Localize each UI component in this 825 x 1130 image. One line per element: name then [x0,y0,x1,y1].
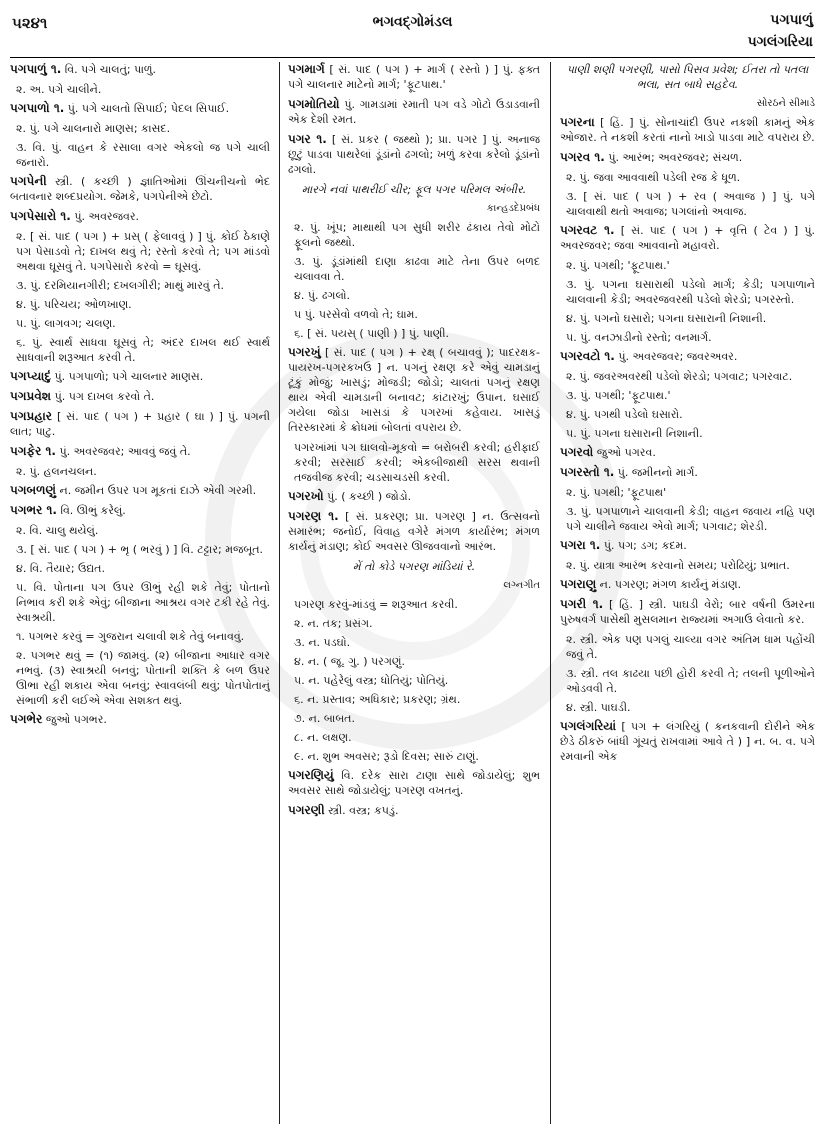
definition-text: સ્ત્રી. વસ્ત્ર; કપડું. [328,804,399,817]
headword: પગરખું [288,345,321,359]
dictionary-entry [288,803,540,818]
definition-text: જુઓ પગરવ. [596,446,656,459]
sub-sense [560,485,815,500]
definition-text: ૨. પું. જવા આવવાથી પડેલી રજ કે ધૂળ. [566,171,741,184]
definition-text: ૨. [ સં. પાદ ( પગ ) + પ્રસ્ ( ફેલાવવું ) ] પું. કોઈ ઠેકાણે પગ પેસાડવો તે; દાખલ થવું તે; રસ્તો કરવો તે; પગ માંડવો અથવા ઘૂસવું તે. પગપેસારો કરવો = ઘૂસવું. [16,230,270,273]
headword: પગપ્રહાર [10,409,53,423]
definition-text: ૨. પું. પગે ચાલનારો માણસ; કાસદ. [16,122,171,135]
dictionary-entry [560,538,815,553]
headword: પગબળણું [10,483,57,497]
definition-text: ૨. પું. ખૂંપ; માથાથી પગ સુધી શરીર ઢંકાય તેવો મોટો ફૂલનો જથ્થો. [294,221,540,249]
definition-text: પગરખાંમાં પગ ઘાલવો-મૂકવો = બરોબરી કરવી; હરીફાઈ કરવી; સરસાઈ કરવી; એકબીજાથી સરસ થવાની તજવીજ કરવી; ચડસાચડસી કરવી. [294,441,540,484]
sub-sense [10,464,270,479]
definition-text: ૫ પું. પરસેવો વળવો તે; ઘામ. [294,308,418,321]
definition-text: [ સં. પ્રકર ( જથ્થો ); પ્રા. પગર ] પું. અનાજ છૂટું પાડવા પાથરેલાં ડૂંડાંનો ઢગલો; ખળું કરવા કરેલો ડૂંડાંનો ઢગલો. [288,133,540,176]
definition-text: ૬. પું. સ્વાર્થ સાધવા ઘૂસવું તે; અંદર દાખલ થઈ સ્વાર્થ સાધવાની શરૂઆત કરવી તે. [16,336,270,364]
headword: પગપ્રવેશ [10,389,52,403]
definition-text: [ સં. પાદ ( પગ ) + માર્ગ ( રસ્તો ) ] પું. ફક્ત પગે ચાલનાર માટેનો માર્ગ; 'ફૂટપાથ.' [288,63,540,91]
sub-sense [288,654,540,669]
headword: પગરવ ૧. [560,150,605,164]
definition-text: ૬. [ સં. પયસ્ ( પાણી ) ] પું. પાણી. [294,327,450,340]
definition-text: ૩. સ્ત્રી. તલ કાઢયા પછી હોરી કરવી તે; તલની પૂળીઓને ઓડવવી તે. [566,667,815,695]
definition-text: ૪. પું. પગનો ઘસારો; પગના ઘસારાની નિશાની. [566,312,767,325]
definition-text: ન. જમીન ઉપર પગ મૂકતાં દાઝે એવી ગરમી. [59,484,257,497]
definition-text: ૪. પું. પગથી પડેલો ઘસારો. [566,408,683,421]
running-title: ભગવદ્ગોમંડલ [372,14,453,30]
sub-sense [560,189,815,219]
definition-text: ૩. પું. ડૂંડાંમાંથી દાણા કાઢવા માટે તેના ઉપર બળદ ચલાવવા તે. [294,255,540,283]
headword: પગમોતિયો [288,97,340,111]
definition-text: પું. ( કચ્છી ) જોડો. [327,490,412,503]
definition-text: ૪. ન. ( જૂ. ગુ. ) પરગણું. [294,655,405,668]
dictionary-entry [10,62,270,77]
headword: પગભર ૧. [10,503,57,517]
sub-sense [560,258,815,273]
guide-word-last: પગલંગરિયા [747,34,813,50]
definition-text: પું. પગ; ડગ; કદમ. [603,539,687,552]
header-rule [10,57,815,58]
headword: પગમાર્ગ [288,62,325,76]
sub-sense [288,749,540,764]
definition-text: ૨. પું. પગથી; 'ફૂટપાથ' [566,486,667,499]
definition-text: ૨. ન. તક; પ્રસંગ. [294,617,373,630]
sub-sense [560,558,815,573]
headword: પગપ્યાદું [10,369,52,383]
dictionary-entry [560,115,815,145]
sub-sense [10,297,270,312]
definition-text: ૨. પું. હલનચલન. [16,465,97,478]
dictionary-entry [10,369,270,384]
definition-text: ૩. પું. પગપાળાને ચાલવાની કેડી; વાહન જવાય નહિ પણ પગે ચાલીને જવાય એવો માર્ગ; પગવાટ; શેરડી. [566,505,815,533]
sub-sense [10,629,270,644]
definition-text: ૫. પું. પગના ઘસારાની નિશાની. [566,427,703,440]
sub-sense [288,635,540,650]
definition-text: ૬. ન. પ્રસ્તાવ; અધિકાર; પ્રકરણ; ગ્રંથ. [294,693,461,706]
dictionary-entry [10,712,270,727]
dictionary-entry [288,509,540,554]
definition-text: ૫. પું. વનઝાડીનો રસ્તો; વનમાર્ગ. [566,331,712,344]
dictionary-entry [560,349,815,364]
headword: પગફેર ૧. [10,444,56,458]
definition-text: [ સં. પાદ ( પગ ) + વૃત્તિ ( ટેવ ) ] પું. અવરજવર; જવા આવવાનો મહાવરો. [560,224,815,252]
headword: પગરવટો ૧. [560,349,615,363]
dictionary-entry [560,597,815,627]
sub-sense [288,220,540,250]
definition-text: ૩. વિ. પું. વાહન કે રસાલા વગર એકલો જ પગે ચાલી જનારો. [16,141,270,169]
sub-sense [288,711,540,726]
definition-text: પું. અવરજવર; જવરઅવર. [618,350,738,363]
sub-sense [560,504,815,534]
definition-text: પું. આરંભ; અવરજવર; સંચળ. [608,151,743,164]
citation-source: લગ્નગીત [503,580,540,591]
column-separator [279,62,280,1124]
sub-sense [10,542,270,557]
dictionary-entry [10,409,270,439]
headword: પગરણિયું [288,768,334,782]
definition-text: ૨. અ. પગે ચાલીને. [16,83,102,96]
sub-sense [288,730,540,745]
definition-text: ૨. પું. પગથી; 'ફૂટપાથ.' [566,259,670,272]
definition-text: પું. અવરજવર. [74,210,140,223]
sub-sense [560,632,815,662]
definition-text: ૪. વિ. તૈયાર; ઉદ્યત. [16,562,105,575]
definition-text: [ સં. પાદ ( પગ ) + પ્રહાર ( ઘા ) ] પું. પગની લાત; પાટુ. [10,410,270,438]
definition-text: પું. પગપાળો; પગે ચાલનાર માણસ. [54,370,204,383]
definition-text: ૩. [ સં. પાદ ( પગ ) + રવ ( અવાજ ) ] પું. પગે ચાલવાથી થતો અવાજ; પગલાંનો અવાજ. [566,190,815,218]
sub-sense [560,369,815,384]
sub-sense [10,335,270,365]
headword: પગપાળો ૧. [10,101,65,115]
definition-text: ૭. ન. બાબત. [294,712,355,725]
dictionary-entry [560,445,815,460]
dictionary-entry [10,101,270,116]
sub-sense [288,307,540,322]
guide-word-first: પગપાળું [770,12,813,28]
headword: પગપેસારો ૧. [10,209,71,223]
dictionary-entry [10,209,270,224]
sub-sense [560,388,815,403]
sub-sense [560,170,815,185]
dictionary-entry [288,97,540,127]
definition-text: ૩. પું. પગથી; 'ફૂટપાથ.' [566,389,671,402]
page-header [0,0,825,56]
definition-text: ૪. પું. પરિચય; ઓળખાણ. [16,298,132,311]
definition-text: ૮. ન. લક્ષણ. [294,731,352,744]
sub-sense [560,407,815,422]
definition-text: ૩. પું. પગના ઘસારાથી પડેલો માર્ગ; કેડી; પગપાળાને ચાલવાની કેડી; અવરજવરથી પડેલો શેરડો; પગરસ્તો. [566,278,815,306]
dictionary-entry [560,150,815,165]
dictionary-entry [288,768,540,798]
definition-text: [ હિં. ] પું. સોનાચાંદી ઉપર નકશી કામનું એક ઓજાર. તે નકશી કરતાં નાનો ખાડો પાડવા માટે વપરાય છે. [560,116,815,144]
headword: પગરણી [288,803,325,817]
sub-sense [10,121,270,136]
sub-sense [288,326,540,341]
definition-text: [ સં. પ્રકરણ; પ્રા. પગરણ ] ન. ઉત્સવનો સમારંભ; જનોઈ, વિવાહ વગેરે મંગળ કાર્યારંભ; મંગળ કાર્યનું મંડાણ; કોઈ અવસર ઊજવવાનો આરંભ. [288,510,540,553]
definition-text: પું. જમીનનો માર્ગ. [617,466,698,479]
definition-text: પું. અવરજવર; આવવું જવું તે. [59,445,191,458]
headword: પગરા ૧. [560,538,601,552]
sub-sense [10,316,270,331]
definition-text: પું. ગામડામાં રમાતી પગ વડે ગોટો ઉડાડવાની એક દેશી રમત. [288,98,540,126]
headword: પગરના [560,115,595,129]
sub-sense [288,254,540,284]
quotation: પાણી શણી પગરણી, પાસો પિસવ પ્રવેશ; ઈતરા તો પતલા ભલા, સત બાધે સહદેવ. [566,63,809,91]
column-2 [288,62,540,1124]
sub-sense [560,700,815,715]
definition-text: સ્ત્રી. ( કચ્છી ) જ્ઞાતિઓમાં ઊંચનીચનો ભેદ બતાવનાર શબ્દપ્રયોગ. જેમકે, પગપેનીએ છેટો. [10,175,270,203]
definition-text: પું. પગે ચાલતો સિપાઈ; પેદલ સિપાઈ. [67,102,230,115]
page-number: ૫૨૪૧ [12,14,48,32]
headword: પગપાળું ૧. [10,62,62,76]
sub-sense [288,692,540,707]
definition-text: પું. પગ દાખલ કરવો તે. [54,390,155,403]
sub-sense [10,648,270,708]
sub-sense [288,616,540,631]
definition-text: ૪. સ્ત્રી. પાઘડી. [566,701,631,714]
sub-sense [560,311,815,326]
headword: પગરી ૧. [560,597,604,611]
definition-text: ૨. સ્ત્રી. એક પણ પગલું ચાલ્યા વગર અંતિમ ધામ પહોંચી જવું તે. [566,633,815,661]
definition-text: ૩. ન. પડઘો. [294,636,351,649]
sub-sense [10,229,270,274]
dictionary-entry [10,389,270,404]
definition-text: ૪. પું. ઢગલો. [294,289,351,302]
sub-sense [10,580,270,625]
definition-text: ૩. [ સં. પાદ ( પગ ) + ભૃ ( ભરવું ) ] વિ. ટટ્ટાર; મજબૂત. [16,543,264,556]
dictionary-entry [288,345,540,435]
headword: પગરાણુ [560,577,597,591]
headword: પગરખો [288,489,324,503]
definition-text: ૫. વિ. પોતાના પગ ઉપર ઊભું રહી શકે તેવું; પોતાનો નિભાવ કરી શકે એવું; બીજાના આશ્રય વગર ટકી રહે તેવું. સ્વાશ્રયી. [16,581,270,624]
definition-text: [ પગ + લંગરિયું ( કનકવાની દોરીને એક છેડે ઠીકરું બાંધી ગૂંચતું રાખવામાં આવે તે ) ] ન. બ. વ. પગે રમવાની એક [560,720,815,763]
definition-text: વિ. ઊભું કરેલું. [60,504,126,517]
definition-text: વિ. પગે ચાલતું; પાળું. [64,63,156,76]
dictionary-entry [288,62,540,92]
definition-text: ૨. પું. યાત્રા આરંભ કરવાનો સમય; પરોઢિયું; પ્રભાત. [566,559,790,572]
dictionary-entry [10,174,270,204]
sub-sense [10,561,270,576]
citation-source: કાન્હડદેપ્રબંધ [486,203,540,214]
definition-text: ૩. પું. દરમિયાનગીરી; દખલગીરી; માથું મારવું તે. [16,279,225,292]
headword: પગરસ્તો ૧. [560,465,615,479]
definition-text: ન. પગરણ; મંગળ કાર્યનું મંડાણ. [599,578,742,591]
citation-source: સોરઠને સીમાડે [756,98,815,109]
column-separator [550,62,551,1124]
definition-text: જુઓ પગભર. [45,713,107,726]
column-1 [10,62,270,1124]
sub-sense [10,278,270,293]
headword: પગર ૧. [288,132,327,146]
sub-sense [10,523,270,538]
quotation: મારગે નવાં પાથરીઈ ચીર; ફૂલ પગર પરિમલ અંબીર. [301,183,527,196]
sub-sense [288,288,540,303]
definition-text: [ સં. પાદ ( પગ ) + રક્ષ્ ( બચાવવું ); પાદરક્ષક-પાયરખ-પગરકખઉ ] ન. પગનું રક્ષણ કરે એવું ચામડાનું ટૂંકું મોજું; ખાસડું; મોજડી; જોડો; ચાલતાં પગનું રક્ષણ થાય એવી ચામડાની બનાવટ; કાંટારખું; ઉપાન. ઘસાઈ ગયેલા જોડા ખાસડાં કે પગરખાં કહેવાય. ખાસડું તિરસ્કારમાં કે ક્રોધમાં બોલતાં વપરાય છે. [288,346,540,434]
definition-text: ૯. ન. શુભ અવસર; રૂડો દિવસ; સારું ટાણું. [294,750,479,763]
definition-text: [ હિં. ] સ્ત્રી. પાઘડી વેરો; બાર વર્ષની ઉમરના પુરુષવર્ગ પાસેથી મુસલમાન રાજ્યમાં અગાઉ લેવાતો કર. [560,598,815,626]
sub-sense [288,597,540,612]
headword: પગરવો [560,445,594,459]
dictionary-entry [10,503,270,518]
definition-text: ૨. પું. જવરઅવરથી પડેલો શેરડો; પગવાટ; પગરવાટ. [566,370,793,383]
dictionary-entry [560,465,815,480]
dictionary-entry [288,132,540,177]
headword: પગપેની [10,174,47,188]
sub-sense [560,330,815,345]
column-3 [560,62,815,1124]
dictionary-entry [10,483,270,498]
definition-text: વિ. દરેક સારા ટાણા સાથે જોડાયેલું; શુભ અવસર સાથે જોડાયેલું; પગરણ વખતનું. [288,769,540,797]
dictionary-entry [288,489,540,504]
quotation: મેં તો કોડે પગરણ માંડિયાં રે. [352,560,476,573]
headword: પગલંગરિયાં [560,719,617,733]
sub-sense [10,82,270,97]
headword: પગભેર [10,712,43,726]
dictionary-entry [560,719,815,764]
sub-sense [560,666,815,696]
sub-sense [10,140,270,170]
sub-sense [560,426,815,441]
sub-sense [560,277,815,307]
sub-sense [288,673,540,688]
headword: પગરવટ ૧. [560,223,615,237]
definition-text: ૨. પગભર થવું = (૧) જામવું. (૨) બીજાના આધાર વગર નભવું. (૩) સ્વાશ્રયી બનવું; પોતાની શક્તિ કે બળ ઉપર ઊભા રહી શકાય એવા બનવું; સ્વાવલંબી થવું; પોતપોતાનું સંભાળી કરી લઈએ એવા સશક્ત થવું. [16,649,270,707]
definition-text: ૫. ન. પહેરેલું વસ્ત્ર; ધોતિયું; પોતિયું. [294,674,449,687]
dictionary-entry [560,223,815,253]
definition-text: ૨. વિ. ચાલુ થયેલું. [16,524,99,537]
headword: પગરણ ૧. [288,509,339,523]
dictionary-entry [10,444,270,459]
definition-text: ૧. પગભર કરવું = ગુજરાન ચલાવી શકે તેવું બનાવવું. [16,630,245,643]
sub-sense [288,440,540,485]
definition-text: ૫. પું. લાગવગ; ચલણ. [16,317,116,330]
dictionary-entry [560,577,815,592]
definition-text: પગરણ કરવું-માંડવું = શરૂઆત કરવી. [294,598,458,611]
